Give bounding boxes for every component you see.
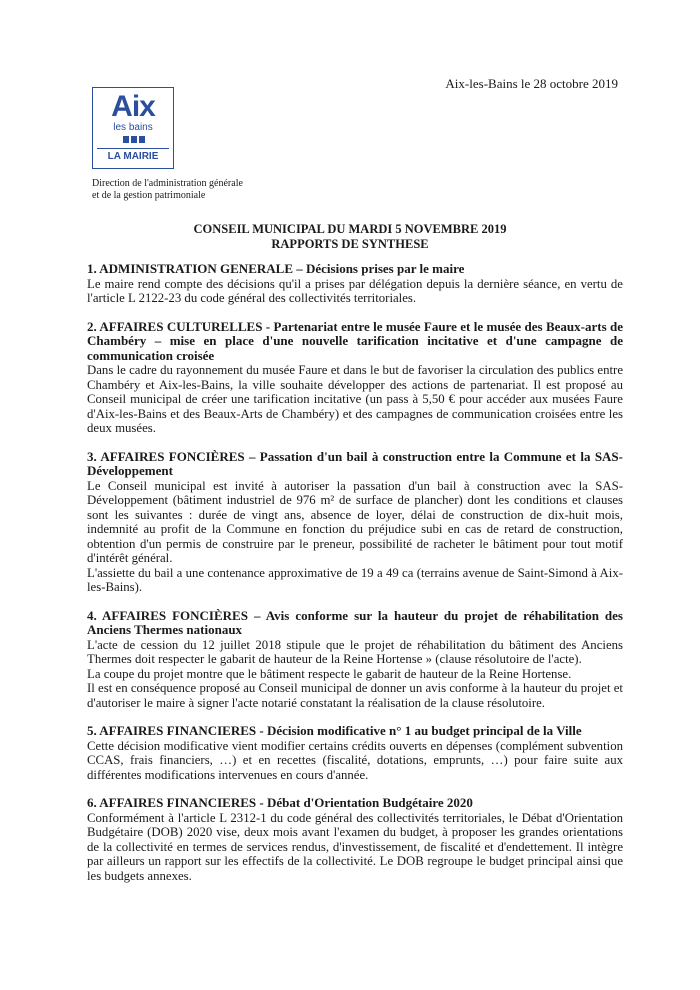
- logo-aix-text: Aix: [111, 90, 155, 123]
- city-logo: [92, 87, 174, 169]
- section-paragraph: L'assiette du bail a une contenance approximative de 19 a 49 ca (terrains avenue de Saint-Simond à Aix-les-Bains).: [87, 565, 623, 594]
- section-paragraph: La coupe du projet montre que le bâtiment respecte le gabarit de hauteur de la Reine Hortense.: [87, 666, 572, 681]
- section-anciens-thermes: [87, 609, 623, 711]
- report-sections: [87, 262, 623, 897]
- section-bail-construction: [87, 450, 623, 595]
- document-title: [0, 222, 700, 252]
- section-affaires-culturelles: [87, 320, 623, 436]
- section-paragraph: Le Conseil municipal est invité à autoriser la passation d'un bail à construction avec la SAS-Développement (bâtiment industriel de 976 m² de surface de plancher) dont les conditions et clauses sont les suivantes : durée de vingt ans, absence de loyer, délai de construction de dix-huit mois, indemnité au profit de la Commune en fonction du préjudice subi en cas de retard de construction, obtention d'un permis de construire par le preneur, possibilité de racheter le bâtiment pour tout motif d'intérêt général.: [87, 478, 623, 565]
- section-title: 6. AFFAIRES FINANCIERES - Débat d'Orientation Budgétaire 2020: [87, 795, 473, 810]
- title-line-2: RAPPORTS DE SYNTHESE: [271, 237, 429, 251]
- section-paragraph: Il est en conséquence proposé au Conseil municipal de donner un avis conforme à la hauteur du projet et d'autoriser le maire à signer l'acte notarié constatant la réalisation de la clause résolutoire.: [87, 681, 623, 710]
- section-paragraph: Le maire rend compte des décisions qu'il a prises par délégation depuis la dernière séance, en vertu de l'article L 2122-23 du code général des collectivités territoriales.: [87, 276, 623, 305]
- section-paragraph: Dans le cadre du rayonnement du musée Faure et dans le but de favoriser la circulation des publics entre Chambéry et Aix-les-Bains, la ville souhaite développer des actions de partenariat. Il est proposé au Conseil municipal de créer une tarification incitative (un pass à 5,50 € pour accéder aux musées Faure d'Aix-les-Bains et des Beaux-Arts de Chambéry) et des campagnes de communication croisées entre les deux musées.: [87, 363, 623, 435]
- section-paragraph: L'acte de cession du 12 juillet 2018 stipule que le projet de réhabilitation du bâtiment des Anciens Thermes doit respecter le gabarit de hauteur de la Reine Hortense » (clause résolutoire de l'acte).: [87, 637, 623, 666]
- section-title: 5. AFFAIRES FINANCIERES - Décision modificative n° 1 au budget principal de la Ville: [87, 723, 582, 738]
- section-title: 3. AFFAIRES FONCIÈRES – Passation d'un bail à construction entre la Commune et la SAS-Développement: [87, 448, 623, 478]
- document-date: Aix-les-Bains le 28 octobre 2019: [445, 76, 618, 91]
- section-title: 1. ADMINISTRATION GENERALE – Décisions prises par le maire: [87, 261, 465, 276]
- section-decision-modificative: [87, 724, 623, 782]
- department-line-2: et de la gestion patrimoniale: [92, 190, 206, 201]
- section-paragraph: Cette décision modificative vient modifier certains crédits ouverts en dépenses (complément subvention CCAS, frais financiers, …) et en recettes (fiscalité, dotations, emprunts, …) pour faire suite aux différentes modifications intervenues en cours d'année.: [87, 738, 623, 782]
- section-administration: [87, 262, 623, 306]
- department-name: [92, 178, 243, 202]
- section-title: 2. AFFAIRES CULTURELLES - Partenariat entre le musée Faure et le musée des Beaux-arts de Chambéry – mise en place d'une nouvelle tarification incitative et d'une campagne de communication croisée: [87, 318, 623, 363]
- section-debat-orientation: [87, 796, 623, 883]
- logo-bars-icon: [123, 136, 145, 143]
- section-paragraph: Conformément à l'article L 2312-1 du code général des collectivités territoriales, le Débat d'Orientation Budgétaire (DOB) 2020 vise, deux mois avant l'examen du budget, à proposer les grandes orientations de la collectivité en termes de services rendus, d'investissement, de fiscalité et d'endettement. Il intègre par ailleurs un rapport sur les effectifs de la collectivité. Le DOB regroupe le budget principal ainsi que les budgets annexes.: [87, 810, 623, 883]
- logo-bains-text: les bains: [113, 122, 153, 133]
- section-title: 4. AFFAIRES FONCIÈRES – Avis conforme sur la hauteur du projet de réhabilitation des Anciens Thermes nationaux: [87, 607, 623, 637]
- department-line-1: Direction de l'administration générale: [92, 178, 243, 189]
- logo-mairie-text: LA MAIRIE: [97, 148, 169, 165]
- title-line-1: CONSEIL MUNICIPAL DU MARDI 5 NOVEMBRE 2019: [193, 222, 507, 236]
